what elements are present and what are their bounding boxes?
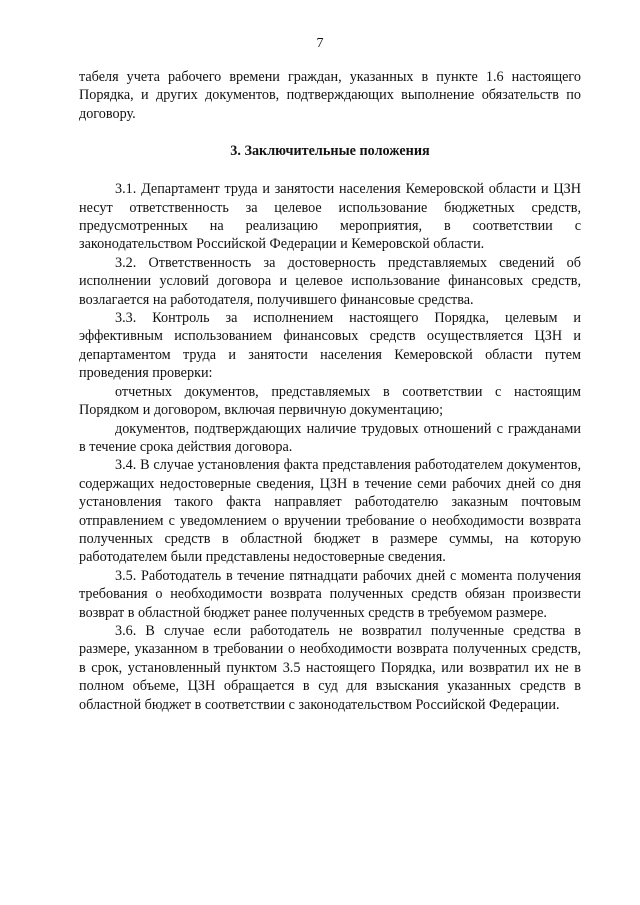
paragraph-3-2: 3.2. Ответственность за достоверность представляемых сведений об исполнении условий договора и целевое использование финансовых средств, возлагается на работодателя, получившего финансовые средства. [79, 254, 581, 308]
page-number: 7 [316, 36, 324, 51]
document-body [79, 68, 581, 714]
paragraph-3-3-item-reports: отчетных документов, представляемых в соответствии с настоящим Порядком и договором, включая первичную документацию; [79, 383, 581, 419]
paragraph-3-4: 3.4. В случае установления факта представления работодателем документов, содержащих недостоверные сведения, ЦЗН в течение семи рабочих дней со дня установления такого факта направляет работодателю заказным почтовым отправлением с уведомлением о вручении требование о необходимости возврата полученных средств в областной бюджет в размере суммы, на которую работодателем были представлены недостоверные сведения. [79, 457, 581, 566]
paragraph-3-3-item-documents: документов, подтверждающих наличие трудовых отношений с гражданами в течение срока действия договора. [79, 420, 581, 455]
paragraph-3-5: 3.5. Работодатель в течение пятнадцати рабочих дней с момента получения требования о необходимости возврата полученных средств обязан произвести возврат в областной бюджет ранее полученных средств в требуемом размере. [79, 567, 581, 621]
paragraph-3-6: 3.6. В случае если работодатель не возвратил полученные средства в размере, указанном в требовании о необходимости возврата полученных средств, в срок, установленный пунктом 3.5 настоящего Порядка, или возвратил их не в полном объеме, ЦЗН обращается в суд для взыскания указанных средств в областной бюджет в соответствии с законодательством Российской Федерации. [79, 622, 581, 713]
paragraph-3-3: 3.3. Контроль за исполнением настоящего Порядка, целевым и эффективным использованием финансовых средств осуществляется ЦЗН и департаментом труда и занятости населения Кемеровской области путем проведения проверки: [79, 310, 581, 382]
section-heading: 3. Заключительные положения [230, 143, 430, 160]
paragraph-3-1: 3.1. Департамент труда и занятости населения Кемеровской области и ЦЗН несут ответственность за целевое использование бюджетных средств, предусмотренных на реализацию мероприятия, в соответствии с законодательством Российской Федерации и Кемеровской области. [79, 181, 581, 253]
intro-paragraph: табеля учета рабочего времени граждан, указанных в пункте 1.6 настоящего Порядка, и других документов, подтверждающих выполнение обязательств по договору. [79, 69, 581, 122]
